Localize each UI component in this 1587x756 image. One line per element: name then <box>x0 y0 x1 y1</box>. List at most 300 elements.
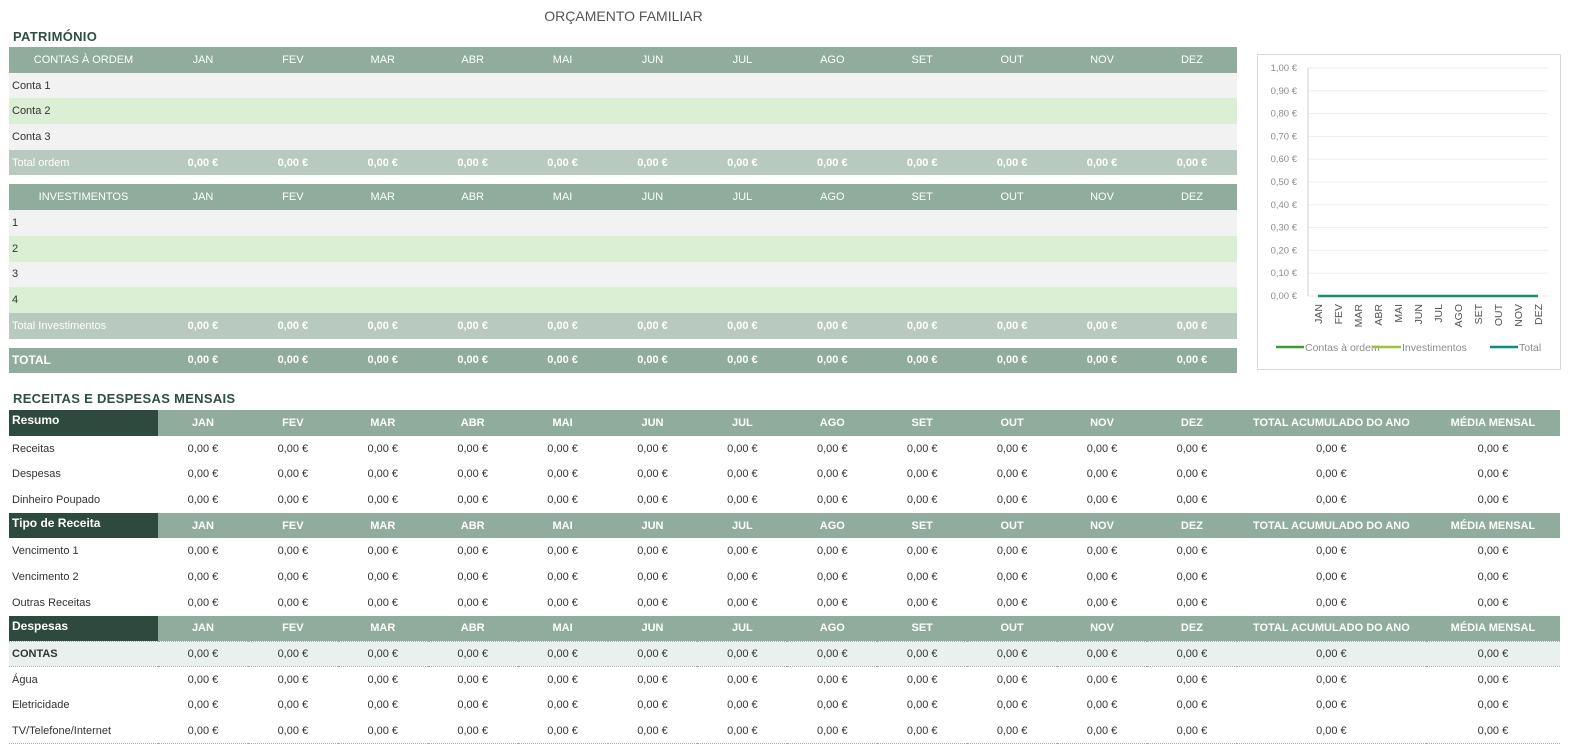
value-cell[interactable]: 0,00 € <box>787 667 877 693</box>
value-cell[interactable]: 0,00 € <box>518 718 608 744</box>
y-tick-label: 0,60 € <box>1270 154 1297 166</box>
total-value: 0,00 € <box>158 150 248 176</box>
value-cell[interactable] <box>428 287 518 313</box>
grand-total-value: 0,00 € <box>518 348 608 374</box>
value-cell[interactable]: 0,00 € <box>248 436 338 462</box>
grand-total-value: 0,00 € <box>428 348 518 374</box>
x-tick-label: ABR <box>1373 304 1385 326</box>
value-cell[interactable] <box>967 98 1057 124</box>
legend-label: Investimentos <box>1402 342 1467 354</box>
value-cell[interactable]: 0,00 € <box>158 641 248 667</box>
value-cell[interactable]: 0,00 € <box>967 693 1057 719</box>
value-cell[interactable]: 0,00 € <box>877 564 967 590</box>
value-cell[interactable]: 0,00 € <box>877 538 967 564</box>
total-value: 0,00 € <box>787 150 877 176</box>
month-header: NOV <box>1057 410 1147 436</box>
value-cell[interactable]: 0,00 € <box>1057 667 1147 693</box>
row-label: 4 <box>9 287 158 313</box>
x-tick-label: MAI <box>1393 304 1405 323</box>
value-cell[interactable]: 0,00 € <box>787 718 877 744</box>
total-value: 0,00 € <box>967 150 1057 176</box>
value-cell[interactable] <box>158 124 248 150</box>
value-cell[interactable] <box>338 287 428 313</box>
total-label: Total ordem <box>9 150 158 176</box>
month-header: DEZ <box>1147 47 1237 73</box>
value-cell[interactable]: 0,00 € <box>248 641 338 667</box>
value-cell[interactable] <box>1057 124 1147 150</box>
value-cell[interactable]: 0,00 € <box>158 667 248 693</box>
media-header: MÉDIA MENSAL <box>1426 410 1560 436</box>
value-cell[interactable]: 0,00 € <box>877 693 967 719</box>
value-cell[interactable]: 0,00 € <box>1147 564 1237 590</box>
value-cell[interactable]: 0,00 € <box>428 538 518 564</box>
value-cell[interactable]: 0,00 € <box>1057 564 1147 590</box>
value-cell[interactable]: 0,00 € <box>518 667 608 693</box>
value-cell[interactable]: 0,00 € <box>877 461 967 487</box>
value-cell[interactable]: 0,00 € <box>697 590 787 616</box>
month-header: AGO <box>787 184 877 210</box>
value-cell[interactable]: 0,00 € <box>428 590 518 616</box>
value-cell[interactable] <box>1147 124 1237 150</box>
value-cell[interactable] <box>787 98 877 124</box>
section-header: Tipo de Receita <box>9 513 158 539</box>
month-header: NOV <box>1057 184 1147 210</box>
value-cell[interactable]: 0,00 € <box>1147 693 1237 719</box>
value-cell[interactable] <box>428 124 518 150</box>
media-cell: 0,00 € <box>1426 461 1560 487</box>
month-header: JUL <box>697 184 787 210</box>
value-cell[interactable] <box>1147 287 1237 313</box>
value-cell[interactable]: 0,00 € <box>787 436 877 462</box>
value-cell[interactable] <box>248 210 338 236</box>
value-cell[interactable]: 0,00 € <box>1147 538 1237 564</box>
value-cell[interactable] <box>428 236 518 262</box>
value-cell[interactable]: 0,00 € <box>248 590 338 616</box>
value-cell[interactable]: 0,00 € <box>608 718 698 744</box>
value-cell[interactable]: 0,00 € <box>248 538 338 564</box>
value-cell[interactable] <box>518 262 608 288</box>
value-cell[interactable]: 0,00 € <box>158 487 248 513</box>
value-cell[interactable]: 0,00 € <box>338 590 428 616</box>
grand-total-value: 0,00 € <box>1057 348 1147 374</box>
total-value: 0,00 € <box>1147 313 1237 339</box>
value-cell[interactable]: 0,00 € <box>338 564 428 590</box>
value-cell[interactable] <box>518 287 608 313</box>
total-value: 0,00 € <box>338 313 428 339</box>
value-cell[interactable]: 0,00 € <box>608 693 698 719</box>
value-cell[interactable]: 0,00 € <box>1057 693 1147 719</box>
value-cell[interactable]: 0,00 € <box>338 436 428 462</box>
month-header: ABR <box>428 616 518 642</box>
value-cell[interactable]: 0,00 € <box>428 667 518 693</box>
value-cell[interactable] <box>697 124 787 150</box>
month-header: OUT <box>967 616 1057 642</box>
value-cell[interactable] <box>158 236 248 262</box>
month-header: JAN <box>158 47 248 73</box>
value-cell[interactable]: 0,00 € <box>428 718 518 744</box>
value-cell[interactable] <box>608 124 698 150</box>
value-cell[interactable]: 0,00 € <box>967 436 1057 462</box>
value-cell[interactable] <box>787 124 877 150</box>
value-cell[interactable] <box>518 98 608 124</box>
value-cell[interactable] <box>158 287 248 313</box>
media-header: MÉDIA MENSAL <box>1426 513 1560 539</box>
row-label: Vencimento 2 <box>9 564 158 590</box>
page-title: ORÇAMENTO FAMILIAR <box>544 8 703 24</box>
value-cell[interactable]: 0,00 € <box>248 564 338 590</box>
value-cell[interactable] <box>158 98 248 124</box>
value-cell[interactable] <box>877 287 967 313</box>
value-cell[interactable] <box>248 287 338 313</box>
value-cell[interactable]: 0,00 € <box>1057 538 1147 564</box>
value-cell[interactable]: 0,00 € <box>608 641 698 667</box>
value-cell[interactable]: 0,00 € <box>158 718 248 744</box>
month-header: MAI <box>518 513 608 539</box>
value-cell[interactable]: 0,00 € <box>338 641 428 667</box>
value-cell[interactable]: 0,00 € <box>608 590 698 616</box>
media-cell: 0,00 € <box>1426 564 1560 590</box>
value-cell[interactable]: 0,00 € <box>338 693 428 719</box>
value-cell[interactable] <box>338 98 428 124</box>
value-cell[interactable] <box>338 236 428 262</box>
value-cell[interactable] <box>248 236 338 262</box>
month-header: MAR <box>338 616 428 642</box>
value-cell[interactable]: 0,00 € <box>877 718 967 744</box>
value-cell[interactable] <box>697 73 787 99</box>
table-row <box>9 590 1560 616</box>
value-cell[interactable]: 0,00 € <box>967 461 1057 487</box>
value-cell[interactable]: 0,00 € <box>1147 667 1237 693</box>
value-cell[interactable]: 0,00 € <box>518 461 608 487</box>
value-cell[interactable] <box>1057 287 1147 313</box>
legend-label: Contas à ordem <box>1305 342 1380 354</box>
value-cell[interactable] <box>608 210 698 236</box>
total-row <box>9 313 1237 339</box>
value-cell[interactable] <box>967 210 1057 236</box>
value-cell[interactable]: 0,00 € <box>877 436 967 462</box>
value-cell[interactable]: 0,00 € <box>518 538 608 564</box>
value-cell[interactable] <box>697 210 787 236</box>
value-cell[interactable]: 0,00 € <box>248 461 338 487</box>
month-header: SET <box>877 513 967 539</box>
value-cell[interactable]: 0,00 € <box>967 718 1057 744</box>
row-label: Conta 2 <box>9 98 158 124</box>
value-cell[interactable] <box>428 73 518 99</box>
total-cell: 0,00 € <box>1237 436 1426 462</box>
value-cell[interactable]: 0,00 € <box>967 564 1057 590</box>
value-cell[interactable] <box>1147 98 1237 124</box>
value-cell[interactable]: 0,00 € <box>518 487 608 513</box>
value-cell[interactable]: 0,00 € <box>1147 461 1237 487</box>
value-cell[interactable] <box>787 73 877 99</box>
value-cell[interactable] <box>877 98 967 124</box>
value-cell[interactable] <box>697 262 787 288</box>
media-header: MÉDIA MENSAL <box>1426 616 1560 642</box>
value-cell[interactable]: 0,00 € <box>608 436 698 462</box>
value-cell[interactable] <box>1147 236 1237 262</box>
value-cell[interactable]: 0,00 € <box>877 487 967 513</box>
value-cell[interactable]: 0,00 € <box>697 564 787 590</box>
month-header: AGO <box>787 616 877 642</box>
value-cell[interactable]: 0,00 € <box>428 564 518 590</box>
value-cell[interactable]: 0,00 € <box>697 718 787 744</box>
value-cell[interactable] <box>338 210 428 236</box>
value-cell[interactable]: 0,00 € <box>787 487 877 513</box>
value-cell[interactable] <box>158 73 248 99</box>
month-header: ABR <box>428 410 518 436</box>
value-cell[interactable] <box>248 262 338 288</box>
value-cell[interactable]: 0,00 € <box>1147 590 1237 616</box>
month-header: OUT <box>967 410 1057 436</box>
value-cell[interactable] <box>158 210 248 236</box>
value-cell[interactable]: 0,00 € <box>158 564 248 590</box>
value-cell[interactable]: 0,00 € <box>697 487 787 513</box>
value-cell[interactable] <box>1057 236 1147 262</box>
value-cell[interactable] <box>787 262 877 288</box>
value-cell[interactable] <box>967 73 1057 99</box>
total-value: 0,00 € <box>697 313 787 339</box>
row-label: Conta 1 <box>9 73 158 99</box>
row-label: Conta 3 <box>9 124 158 150</box>
value-cell[interactable]: 0,00 € <box>338 461 428 487</box>
value-cell[interactable]: 0,00 € <box>787 538 877 564</box>
value-cell[interactable]: 0,00 € <box>787 564 877 590</box>
month-header: DEZ <box>1147 184 1237 210</box>
total-header: TOTAL ACUMULADO DO ANO <box>1237 513 1426 539</box>
value-cell[interactable]: 0,00 € <box>787 693 877 719</box>
value-cell[interactable] <box>697 236 787 262</box>
month-header: NOV <box>1057 47 1147 73</box>
value-cell[interactable]: 0,00 € <box>248 718 338 744</box>
value-cell[interactable]: 0,00 € <box>158 538 248 564</box>
value-cell[interactable]: 0,00 € <box>428 461 518 487</box>
receitas-despesas-title: RECEITAS E DESPESAS MENSAIS <box>13 391 236 406</box>
value-cell[interactable]: 0,00 € <box>697 693 787 719</box>
value-cell[interactable]: 0,00 € <box>1057 590 1147 616</box>
value-cell[interactable] <box>967 124 1057 150</box>
value-cell[interactable]: 0,00 € <box>248 487 338 513</box>
table-row <box>9 287 1237 313</box>
value-cell[interactable]: 0,00 € <box>697 538 787 564</box>
section-header: Despesas <box>9 616 158 642</box>
value-cell[interactable] <box>428 98 518 124</box>
grand-total-label: TOTAL <box>9 348 158 374</box>
value-cell[interactable] <box>787 236 877 262</box>
value-cell[interactable]: 0,00 € <box>787 590 877 616</box>
value-cell[interactable] <box>1147 73 1237 99</box>
value-cell[interactable] <box>967 236 1057 262</box>
x-tick-label: JUN <box>1413 304 1425 325</box>
table-row <box>9 564 1560 590</box>
month-header: JUN <box>608 184 698 210</box>
section-header-row <box>9 410 1560 436</box>
value-cell[interactable] <box>608 73 698 99</box>
value-cell[interactable] <box>877 124 967 150</box>
value-cell[interactable]: 0,00 € <box>518 436 608 462</box>
value-cell[interactable] <box>1057 262 1147 288</box>
value-cell[interactable]: 0,00 € <box>518 693 608 719</box>
table-row <box>9 124 1237 150</box>
patrimonio-chart[interactable] <box>1257 54 1561 370</box>
value-cell[interactable]: 0,00 € <box>338 718 428 744</box>
value-cell[interactable]: 0,00 € <box>697 436 787 462</box>
value-cell[interactable]: 0,00 € <box>967 538 1057 564</box>
table-row <box>9 236 1237 262</box>
total-value: 0,00 € <box>877 313 967 339</box>
month-header: ABR <box>428 184 518 210</box>
value-cell[interactable]: 0,00 € <box>428 436 518 462</box>
media-cell: 0,00 € <box>1426 436 1560 462</box>
row-label: TV/Telefone/Internet <box>9 718 158 744</box>
value-cell[interactable] <box>967 262 1057 288</box>
value-cell[interactable]: 0,00 € <box>967 590 1057 616</box>
value-cell[interactable]: 0,00 € <box>1057 487 1147 513</box>
value-cell[interactable] <box>1057 98 1147 124</box>
value-cell[interactable] <box>1147 210 1237 236</box>
value-cell[interactable]: 0,00 € <box>338 538 428 564</box>
value-cell[interactable] <box>518 124 608 150</box>
total-cell: 0,00 € <box>1237 487 1426 513</box>
spacer <box>9 175 1237 184</box>
value-cell[interactable]: 0,00 € <box>877 590 967 616</box>
value-cell[interactable]: 0,00 € <box>967 487 1057 513</box>
value-cell[interactable]: 0,00 € <box>967 641 1057 667</box>
month-header: AGO <box>787 410 877 436</box>
value-cell[interactable] <box>877 262 967 288</box>
value-cell[interactable]: 0,00 € <box>158 590 248 616</box>
value-cell[interactable] <box>1057 73 1147 99</box>
value-cell[interactable] <box>1147 262 1237 288</box>
column-header: CONTAS À ORDEM <box>9 47 158 73</box>
value-cell[interactable]: 0,00 € <box>608 564 698 590</box>
row-label: Receitas <box>9 436 158 462</box>
value-cell[interactable]: 0,00 € <box>1147 436 1237 462</box>
month-header: MAI <box>518 410 608 436</box>
value-cell[interactable]: 0,00 € <box>787 461 877 487</box>
value-cell[interactable] <box>877 73 967 99</box>
value-cell[interactable] <box>428 210 518 236</box>
total-cell: 0,00 € <box>1237 461 1426 487</box>
value-cell[interactable]: 0,00 € <box>158 461 248 487</box>
month-header: JUN <box>608 616 698 642</box>
total-cell: 0,00 € <box>1237 641 1426 667</box>
media-cell: 0,00 € <box>1426 718 1560 744</box>
value-cell[interactable]: 0,00 € <box>787 641 877 667</box>
value-cell[interactable]: 0,00 € <box>608 667 698 693</box>
value-cell[interactable] <box>248 98 338 124</box>
value-cell[interactable]: 0,00 € <box>697 667 787 693</box>
value-cell[interactable]: 0,00 € <box>518 590 608 616</box>
media-cell: 0,00 € <box>1426 667 1560 693</box>
month-header: JUN <box>608 513 698 539</box>
value-cell[interactable]: 0,00 € <box>1147 718 1237 744</box>
value-cell[interactable] <box>518 73 608 99</box>
value-cell[interactable] <box>608 287 698 313</box>
value-cell[interactable]: 0,00 € <box>877 667 967 693</box>
table-row <box>9 73 1237 99</box>
value-cell[interactable] <box>787 287 877 313</box>
value-cell[interactable] <box>338 262 428 288</box>
grand-total-value: 0,00 € <box>158 348 248 374</box>
value-cell[interactable] <box>518 236 608 262</box>
value-cell[interactable] <box>877 236 967 262</box>
value-cell[interactable]: 0,00 € <box>158 436 248 462</box>
month-header: JUN <box>608 410 698 436</box>
y-tick-label: 0,70 € <box>1270 131 1297 143</box>
value-cell[interactable]: 0,00 € <box>1057 436 1147 462</box>
value-cell[interactable]: 0,00 € <box>338 487 428 513</box>
value-cell[interactable] <box>608 98 698 124</box>
month-header: ABR <box>428 513 518 539</box>
value-cell[interactable]: 0,00 € <box>877 641 967 667</box>
value-cell[interactable]: 0,00 € <box>428 693 518 719</box>
table-row <box>9 641 1560 667</box>
value-cell[interactable] <box>787 210 877 236</box>
value-cell[interactable]: 0,00 € <box>1147 487 1237 513</box>
value-cell[interactable]: 0,00 € <box>158 693 248 719</box>
value-cell[interactable] <box>338 73 428 99</box>
value-cell[interactable]: 0,00 € <box>697 461 787 487</box>
value-cell[interactable]: 0,00 € <box>518 564 608 590</box>
value-cell[interactable]: 0,00 € <box>608 461 698 487</box>
legend-label: Total <box>1519 342 1542 354</box>
value-cell[interactable] <box>967 287 1057 313</box>
value-cell[interactable] <box>608 262 698 288</box>
row-label: Vencimento 1 <box>9 538 158 564</box>
media-cell: 0,00 € <box>1426 641 1560 667</box>
x-tick-label: JAN <box>1313 304 1325 324</box>
month-header: OUT <box>967 184 1057 210</box>
value-cell[interactable] <box>248 73 338 99</box>
month-header: MAR <box>338 47 428 73</box>
value-cell[interactable] <box>697 98 787 124</box>
value-cell[interactable]: 0,00 € <box>428 487 518 513</box>
value-cell[interactable]: 0,00 € <box>338 667 428 693</box>
value-cell[interactable]: 0,00 € <box>518 641 608 667</box>
row-label: Água <box>9 667 158 693</box>
total-value: 0,00 € <box>338 150 428 176</box>
total-value: 0,00 € <box>1057 313 1147 339</box>
value-cell[interactable]: 0,00 € <box>1147 641 1237 667</box>
row-label: Despesas <box>9 461 158 487</box>
value-cell[interactable]: 0,00 € <box>697 641 787 667</box>
total-value: 0,00 € <box>428 313 518 339</box>
value-cell[interactable]: 0,00 € <box>608 487 698 513</box>
grand-total-value: 0,00 € <box>697 348 787 374</box>
value-cell[interactable]: 0,00 € <box>967 667 1057 693</box>
table-row <box>9 487 1560 513</box>
value-cell[interactable] <box>608 236 698 262</box>
value-cell[interactable]: 0,00 € <box>608 538 698 564</box>
value-cell[interactable] <box>697 287 787 313</box>
table-row <box>9 693 1560 719</box>
section-header-row <box>9 513 1560 539</box>
value-cell[interactable]: 0,00 € <box>1057 718 1147 744</box>
value-cell[interactable]: 0,00 € <box>248 693 338 719</box>
value-cell[interactable]: 0,00 € <box>248 667 338 693</box>
value-cell[interactable] <box>518 210 608 236</box>
value-cell[interactable] <box>248 124 338 150</box>
total-cell: 0,00 € <box>1237 718 1426 744</box>
value-cell[interactable]: 0,00 € <box>1057 641 1147 667</box>
value-cell[interactable] <box>428 262 518 288</box>
value-cell[interactable] <box>338 124 428 150</box>
value-cell[interactable]: 0,00 € <box>428 641 518 667</box>
value-cell[interactable]: 0,00 € <box>1057 461 1147 487</box>
value-cell[interactable] <box>158 262 248 288</box>
value-cell[interactable] <box>877 210 967 236</box>
value-cell[interactable] <box>1057 210 1147 236</box>
